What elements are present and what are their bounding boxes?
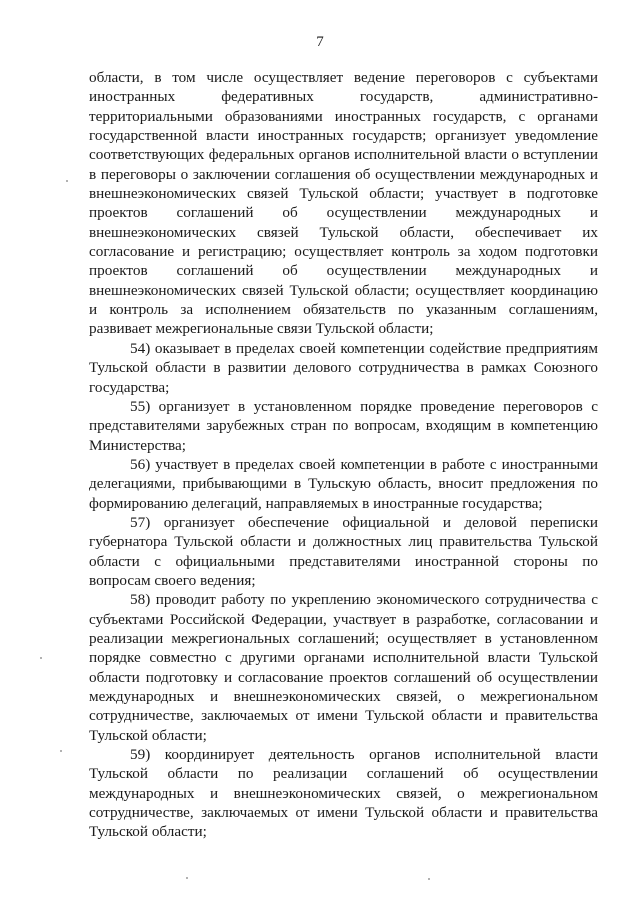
text-line: представителями зарубежных стран по вопросам, входящим в компетенцию [89, 417, 598, 435]
text-line: территориальными образованиями иностранных государств, с органами [89, 107, 598, 125]
document-body [89, 68, 598, 842]
text-line: 57) организует обеспечение официальной и деловой переписки [130, 513, 598, 531]
text-line: порядке совместно с другими органами исполнительной власти Тульской [89, 649, 598, 667]
text-line: и контроль за исполнением обязательств по указанным соглашениям, [89, 301, 598, 319]
text-line: Тульской области; [89, 726, 207, 744]
text-line: развивает межрегиональные связи Тульской области; [89, 320, 434, 338]
text-line: делегациями, прибывающими в Тульскую область, вносит предложения по [89, 475, 598, 493]
scan-speck [40, 657, 42, 659]
text-line: иностранных федеративных государств, административно- [89, 88, 598, 106]
scan-speck [60, 750, 62, 752]
text-line: государственной власти иностранных государств; организует уведомление [89, 127, 598, 145]
page-number: 7 [316, 34, 324, 50]
scan-speck [186, 877, 188, 879]
text-line: проектов соглашений об осуществлении международных и [89, 204, 598, 222]
text-line: области с официальными представителями иностранной стороны по [89, 552, 598, 570]
text-line: международных и внешнеэкономических связей, о межрегиональном [89, 688, 598, 705]
text-line: внешнеэкономических связей Тульской области; осуществляет координацию [89, 281, 598, 299]
text-line: вопросам своего ведения; [89, 571, 256, 589]
text-line: Министерства; [89, 436, 186, 454]
text-line: области, в том числе осуществляет ведение переговоров с субъектами [89, 69, 598, 86]
scan-speck [428, 878, 430, 880]
text-line: 56) участвует в пределах своей компетенции в работе с иностранными [130, 455, 598, 473]
text-line: 58) проводит работу по укреплению экономического сотрудничества с [130, 591, 598, 609]
text-line: формированию делегаций, направляемых в иностранные государства; [89, 494, 543, 512]
text-line: 59) координирует деятельность органов исполнительной власти [130, 746, 598, 764]
text-line: 55) организует в установленном порядке проведение переговоров с [130, 397, 598, 415]
text-line: субъектами Российской Федерации, участвует в разработке, согласовании и [89, 610, 598, 628]
text-line: внешнеэкономических связей Тульской области, обеспечивает их [89, 223, 598, 241]
text-line: государства; [89, 378, 170, 396]
text-line: Тульской области по реализации соглашений об осуществлении [89, 765, 598, 783]
text-line: соответствующих федеральных органов исполнительной власти о вступлении [89, 146, 598, 164]
text-line: проектов соглашений об осуществлении международных и [89, 262, 598, 280]
text-line: губернатора Тульской области и должностных лиц правительства Тульской [89, 533, 598, 551]
text-line: сотрудничестве, заключаемых от имени Тульской области и правительства [89, 804, 598, 822]
text-line: международных и внешнеэкономических связей, о межрегиональном [89, 784, 598, 802]
text-line: 54) оказывает в пределах своей компетенции содействие предприятиям [130, 339, 598, 357]
text-line: в переговоры о заключении соглашения об осуществлении международных и [89, 165, 598, 183]
text-line: реализации межрегиональных соглашений; осуществляет в установленном [89, 629, 598, 647]
text-line: согласование и регистрацию; осуществляет контроль за ходом подготовки [89, 243, 598, 261]
text-line: Тульской области в развитии делового сотрудничества в рамках Союзного [89, 359, 598, 377]
scan-speck [66, 180, 68, 182]
text-line: области подготовку и согласование проектов соглашений об осуществлении [89, 668, 598, 686]
text-line: сотрудничестве, заключаемых от имени Тульской области и правительства [89, 707, 598, 725]
text-line: внешнеэкономических связей Тульской области; участвует в подготовке [89, 185, 598, 203]
text-line: Тульской области; [89, 823, 207, 841]
